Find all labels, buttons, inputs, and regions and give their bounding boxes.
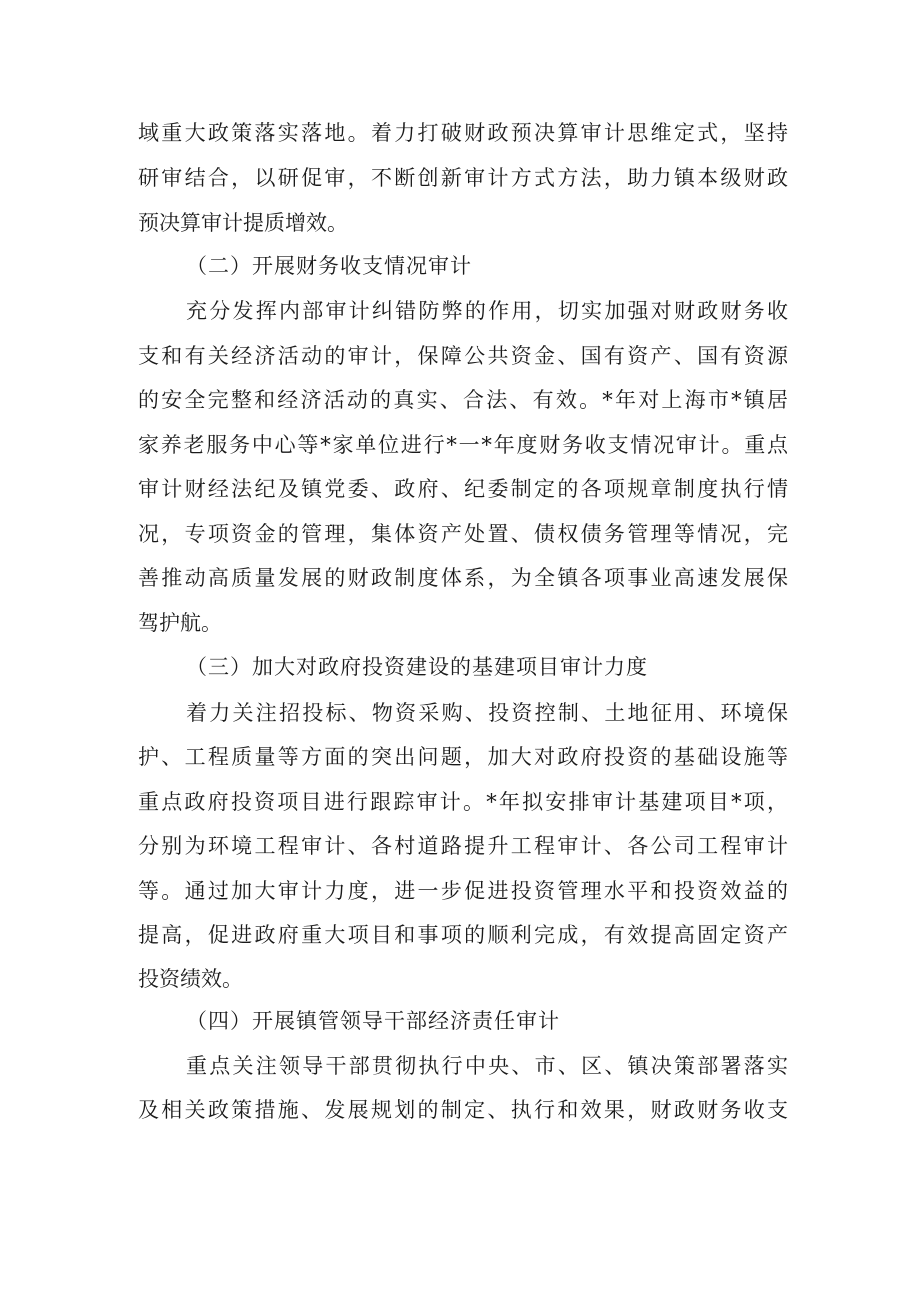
paragraph-line: 等。通过加大审计力度，进一步促进投资管理水平和投资效益的 <box>138 879 788 903</box>
paragraph-line: 重点政府投资项目进行跟踪审计。*年拟安排审计基建项目*项， <box>138 790 788 814</box>
section-heading-3: （三）加大对政府投资建设的基建项目审计力度 <box>186 655 648 679</box>
paragraph-line: 研审结合，以研促审，不断创新审计方式方法，助力镇本级财政 <box>138 166 788 190</box>
paragraph-line: 善推动高质量发展的财政制度体系，为全镇各项事业高速发展保 <box>138 566 788 590</box>
paragraph-line: 投资绩效。 <box>138 967 243 991</box>
paragraph-line: 支和有关经济活动的审计，保障公共资金、国有资产、国有资源 <box>138 344 788 368</box>
paragraph-line: 着力关注招投标、物资采购、投资控制、土地征用、环境保 <box>186 701 788 725</box>
paragraph-line: 的安全完整和经济活动的真实、合法、有效。*年对上海市*镇居 <box>138 388 788 412</box>
paragraph-line: 护、工程质量等方面的突出问题，加大对政府投资的基础设施等 <box>138 745 788 769</box>
paragraph-line: 预决算审计提质增效。 <box>138 211 348 235</box>
paragraph-line: 况，专项资金的管理，集体资产处置、债权债务管理等情况，完 <box>138 522 788 546</box>
paragraph-line: 家养老服务中心等*家单位进行*一*年度财务收支情况审计。重点 <box>138 433 788 457</box>
paragraph-line: 及相关政策措施、发展规划的制定、执行和效果，财政财务收支 <box>138 1098 788 1122</box>
paragraph-line: 审计财经法纪及镇党委、政府、纪委制定的各项规章制度执行情 <box>138 477 788 501</box>
paragraph-line: 驾护航。 <box>138 611 222 635</box>
paragraph-line: 提高，促进政府重大项目和事项的顺利完成，有效提高固定资产 <box>138 923 788 947</box>
paragraph-line: 重点关注领导干部贯彻执行中央、市、区、镇决策部署落实 <box>186 1054 788 1078</box>
section-heading-4: （四）开展镇管领导干部经济责任审计 <box>186 1009 560 1033</box>
paragraph-line: 分别为环境工程审计、各村道路提升工程审计、各公司工程审计 <box>138 834 788 858</box>
section-heading-2: （二）开展财务收支情况审计 <box>186 254 472 278</box>
paragraph-line: 域重大政策落实落地。着力打破财政预决算审计思维定式，坚持 <box>138 121 788 145</box>
paragraph-line: 充分发挥内部审计纠错防弊的作用，切实加强对财政财务收 <box>186 299 788 323</box>
